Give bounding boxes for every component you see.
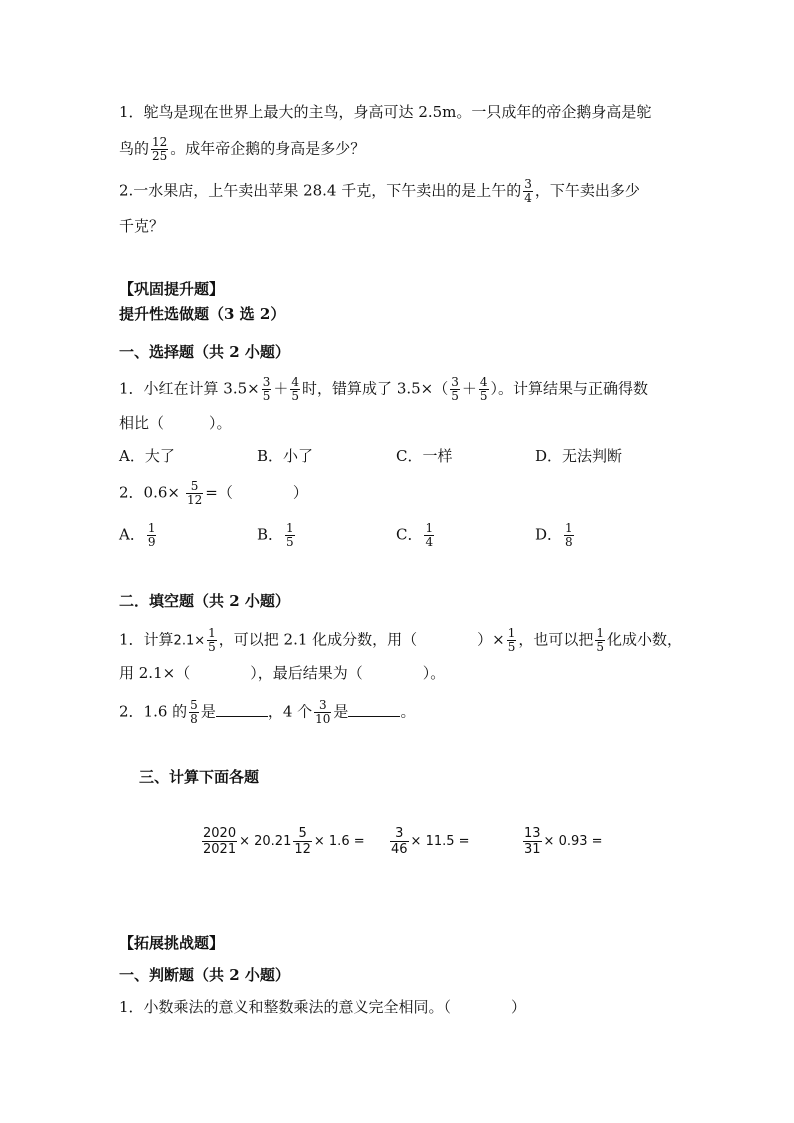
mc-q2-line — [119, 480, 308, 507]
calc-text: × 20.21 — [239, 834, 292, 849]
q1-text: 鸟的 — [119, 139, 150, 158]
q1-text: 。成年帝企鹅的身高是多少？ — [170, 139, 366, 158]
fraction: $\frac{3}{5}$ — [262, 375, 271, 403]
fraction: $\frac{3}{46}$ — [391, 826, 408, 857]
mc-q1-option-c[interactable]: C．一样 — [396, 447, 453, 465]
fill-q1-text: 化成小数， — [607, 630, 683, 649]
fill-q1-line1 — [119, 627, 682, 654]
fraction: $\frac{3}{5}$ — [451, 375, 459, 403]
fill-q1-text: 1．计算 — [119, 630, 174, 649]
q1-line2 — [119, 136, 365, 163]
mc-q1-option-d[interactable]: D．无法判断 — [535, 447, 623, 465]
fraction: $\frac{1}{4}$ — [425, 521, 434, 549]
fill-q1-text: ，可以把 2.1 化成分数，用（ ）× — [218, 630, 505, 649]
answer-blank[interactable] — [348, 702, 400, 717]
fraction: $\frac{3}{10}$ — [315, 698, 331, 726]
q2-line1 — [119, 178, 640, 205]
fraction: $\frac{1}{5}$ — [208, 626, 216, 654]
fraction: $\frac{4}{5}$ — [291, 375, 300, 403]
fraction: $\frac{4}{5}$ — [479, 375, 488, 403]
fill-q2-text: 是 — [333, 702, 349, 721]
answer-blank[interactable] — [216, 702, 268, 717]
option-label: D． — [535, 525, 563, 544]
fraction: $\frac{2020}{2021}$ — [203, 826, 237, 857]
mc-q1-line1 — [119, 376, 648, 403]
fill-q1-text: ，也可以把 — [518, 630, 594, 649]
calc-expression-3 — [521, 826, 603, 857]
fill-q1-line2: 用 2.1×（ ），最后结果为（ ）。 — [119, 664, 446, 682]
plus-sign: ＋ — [273, 379, 289, 398]
mc-q2-text: 2．0.6× — [119, 483, 180, 502]
fraction: $\frac{1}{8}$ — [565, 521, 573, 549]
q2-text: 2.一水果店，上午卖出苹果 28.4 千克，下午卖出的是上午的 — [119, 181, 522, 200]
fill-heading: 二．填空题（共 2 小题） — [119, 592, 290, 610]
fill-q2-text: 是 — [200, 702, 216, 721]
fraction: $\frac{1}{9}$ — [147, 521, 156, 549]
mc-q2-option-a[interactable] — [119, 522, 158, 549]
mc-q2-option-b[interactable] — [257, 522, 297, 549]
fill-q2-line — [119, 699, 415, 726]
calc-text: × 1.6 = — [313, 834, 365, 849]
calc-expression-1 — [200, 826, 365, 857]
calc-text: × 11.5 = — [410, 834, 470, 849]
mc-q2-option-c[interactable] — [396, 522, 436, 549]
fill-q2-text: 。 — [400, 702, 416, 721]
option-label: B． — [257, 525, 284, 544]
fraction: $\frac{1}{5}$ — [507, 626, 516, 654]
mc-heading: 一、选择题（共 2 小题） — [119, 343, 290, 361]
mc-q1-option-a[interactable]: A．大了 — [119, 447, 175, 465]
fraction: $\frac{1}{5}$ — [596, 626, 605, 654]
mc-q1-text: ）。计算结果与正确得数 — [490, 379, 649, 398]
mc-q1-text: 时，错算成了 3.5×（ — [302, 379, 449, 398]
fraction: $\frac{12}{25}$ — [152, 135, 168, 163]
judge-heading: 一、判断题（共 2 小题） — [119, 966, 290, 984]
fraction: $\frac{5}{8}$ — [190, 698, 198, 726]
calc-heading: 三、计算下面各题 — [139, 768, 260, 786]
fill-q2-text: 2．1.6 的 — [119, 702, 188, 721]
fraction: $\frac{5}{12}$ — [186, 479, 203, 507]
q2-line2: 千克？ — [119, 217, 165, 235]
judge-q1: 1．小数乘法的意义和整数乘法的意义完全相同。（ ） — [119, 998, 527, 1016]
calc-expression-2 — [388, 826, 470, 857]
fraction: $\frac{1}{5}$ — [286, 521, 294, 549]
subheading-optional: 提升性选做题（3 选 2） — [119, 305, 286, 323]
section-expand: 【拓展挑战题】 — [119, 934, 225, 952]
mc-q2-text: =（ ） — [205, 483, 308, 502]
mc-q1-text: 1．小红在计算 3.5× — [119, 379, 260, 398]
fraction: $\frac{13}{31}$ — [524, 826, 541, 857]
section-consolidate: 【巩固提升题】 — [119, 280, 225, 298]
calc-text: × 0.93 = — [543, 834, 603, 849]
mc-q1-line2: 相比（ ）。 — [119, 414, 232, 432]
fraction: $\frac{3}{4}$ — [524, 177, 532, 205]
q2-text: ，下午卖出多少 — [534, 181, 640, 200]
option-label: A． — [119, 525, 145, 544]
fraction: $\frac{5}{12}$ — [294, 826, 311, 857]
mc-q1-option-b[interactable]: B．小了 — [257, 447, 314, 465]
expression: 2.1× — [173, 633, 206, 649]
plus-sign: ＋ — [461, 379, 477, 398]
mc-q2-option-d[interactable] — [535, 522, 576, 549]
fill-q2-text: ，4 个 — [267, 702, 313, 721]
option-label: C． — [396, 525, 423, 544]
q1-line1: 1．鸵鸟是现在世界上最大的主鸟，身高可达 2.5m。一只成年的帝企鹅身高是鸵 — [119, 103, 652, 121]
